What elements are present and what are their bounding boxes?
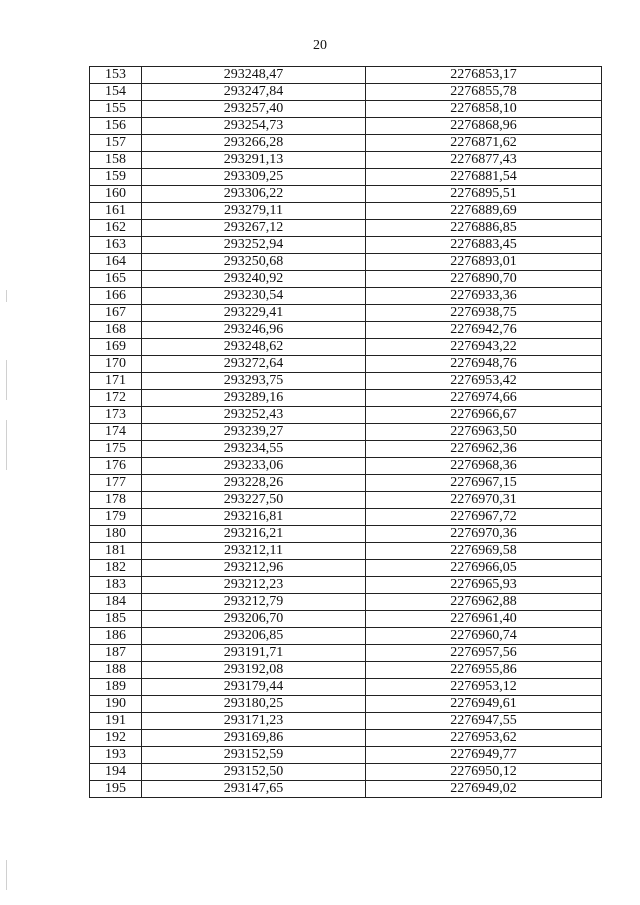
x-coordinate-cell: 293246,96 bbox=[142, 322, 366, 339]
point-number-cell: 179 bbox=[90, 509, 142, 526]
y-coordinate-cell: 2276953,42 bbox=[366, 373, 602, 390]
table-row bbox=[90, 509, 602, 526]
y-coordinate-cell: 2276947,55 bbox=[366, 713, 602, 730]
y-coordinate-cell: 2276961,40 bbox=[366, 611, 602, 628]
x-coordinate-cell: 293267,12 bbox=[142, 220, 366, 237]
point-number-cell: 190 bbox=[90, 696, 142, 713]
x-coordinate-cell: 293216,21 bbox=[142, 526, 366, 543]
point-number-cell: 192 bbox=[90, 730, 142, 747]
y-coordinate-cell: 2276883,45 bbox=[366, 237, 602, 254]
table-row bbox=[90, 305, 602, 322]
x-coordinate-cell: 293216,81 bbox=[142, 509, 366, 526]
point-number-cell: 157 bbox=[90, 135, 142, 152]
x-coordinate-cell: 293152,50 bbox=[142, 764, 366, 781]
table-row bbox=[90, 424, 602, 441]
y-coordinate-cell: 2276960,74 bbox=[366, 628, 602, 645]
x-coordinate-cell: 293171,23 bbox=[142, 713, 366, 730]
point-number-cell: 182 bbox=[90, 560, 142, 577]
scan-artifact bbox=[6, 420, 7, 470]
table-row bbox=[90, 220, 602, 237]
y-coordinate-cell: 2276943,22 bbox=[366, 339, 602, 356]
point-number-cell: 173 bbox=[90, 407, 142, 424]
y-coordinate-cell: 2276967,72 bbox=[366, 509, 602, 526]
point-number-cell: 159 bbox=[90, 169, 142, 186]
table-row bbox=[90, 492, 602, 509]
table-row bbox=[90, 730, 602, 747]
point-number-cell: 155 bbox=[90, 101, 142, 118]
point-number-cell: 153 bbox=[90, 67, 142, 84]
y-coordinate-cell: 2276967,15 bbox=[366, 475, 602, 492]
table-row bbox=[90, 101, 602, 118]
table-row bbox=[90, 543, 602, 560]
x-coordinate-cell: 293250,68 bbox=[142, 254, 366, 271]
y-coordinate-cell: 2276949,02 bbox=[366, 781, 602, 798]
table-row bbox=[90, 764, 602, 781]
point-number-cell: 171 bbox=[90, 373, 142, 390]
x-coordinate-cell: 293289,16 bbox=[142, 390, 366, 407]
table-row bbox=[90, 322, 602, 339]
y-coordinate-cell: 2276871,62 bbox=[366, 135, 602, 152]
y-coordinate-cell: 2276868,96 bbox=[366, 118, 602, 135]
table-row bbox=[90, 254, 602, 271]
x-coordinate-cell: 293227,50 bbox=[142, 492, 366, 509]
x-coordinate-cell: 293191,71 bbox=[142, 645, 366, 662]
x-coordinate-cell: 293239,27 bbox=[142, 424, 366, 441]
point-number-cell: 161 bbox=[90, 203, 142, 220]
point-number-cell: 183 bbox=[90, 577, 142, 594]
x-coordinate-cell: 293179,44 bbox=[142, 679, 366, 696]
point-number-cell: 176 bbox=[90, 458, 142, 475]
point-number-cell: 164 bbox=[90, 254, 142, 271]
x-coordinate-cell: 293252,94 bbox=[142, 237, 366, 254]
y-coordinate-cell: 2276965,93 bbox=[366, 577, 602, 594]
table-row bbox=[90, 152, 602, 169]
x-coordinate-cell: 293212,23 bbox=[142, 577, 366, 594]
table-body bbox=[90, 67, 602, 798]
y-coordinate-cell: 2276968,36 bbox=[366, 458, 602, 475]
coordinates-table bbox=[89, 66, 602, 798]
table-row bbox=[90, 373, 602, 390]
y-coordinate-cell: 2276950,12 bbox=[366, 764, 602, 781]
x-coordinate-cell: 293228,26 bbox=[142, 475, 366, 492]
table-row bbox=[90, 611, 602, 628]
y-coordinate-cell: 2276962,88 bbox=[366, 594, 602, 611]
point-number-cell: 193 bbox=[90, 747, 142, 764]
table-row bbox=[90, 441, 602, 458]
x-coordinate-cell: 293293,75 bbox=[142, 373, 366, 390]
x-coordinate-cell: 293279,11 bbox=[142, 203, 366, 220]
x-coordinate-cell: 293248,62 bbox=[142, 339, 366, 356]
y-coordinate-cell: 2276895,51 bbox=[366, 186, 602, 203]
table-row bbox=[90, 118, 602, 135]
x-coordinate-cell: 293248,47 bbox=[142, 67, 366, 84]
y-coordinate-cell: 2276881,54 bbox=[366, 169, 602, 186]
table-row bbox=[90, 781, 602, 798]
point-number-cell: 181 bbox=[90, 543, 142, 560]
y-coordinate-cell: 2276966,67 bbox=[366, 407, 602, 424]
point-number-cell: 178 bbox=[90, 492, 142, 509]
y-coordinate-cell: 2276969,58 bbox=[366, 543, 602, 560]
point-number-cell: 189 bbox=[90, 679, 142, 696]
y-coordinate-cell: 2276963,50 bbox=[366, 424, 602, 441]
table-row bbox=[90, 186, 602, 203]
point-number-cell: 160 bbox=[90, 186, 142, 203]
table-row bbox=[90, 645, 602, 662]
scan-artifact bbox=[6, 290, 7, 302]
table-row bbox=[90, 407, 602, 424]
y-coordinate-cell: 2276953,62 bbox=[366, 730, 602, 747]
table-row bbox=[90, 356, 602, 373]
point-number-cell: 169 bbox=[90, 339, 142, 356]
x-coordinate-cell: 293212,11 bbox=[142, 543, 366, 560]
x-coordinate-cell: 293212,96 bbox=[142, 560, 366, 577]
point-number-cell: 174 bbox=[90, 424, 142, 441]
x-coordinate-cell: 293252,43 bbox=[142, 407, 366, 424]
point-number-cell: 188 bbox=[90, 662, 142, 679]
y-coordinate-cell: 2276949,77 bbox=[366, 747, 602, 764]
point-number-cell: 186 bbox=[90, 628, 142, 645]
x-coordinate-cell: 293257,40 bbox=[142, 101, 366, 118]
y-coordinate-cell: 2276893,01 bbox=[366, 254, 602, 271]
point-number-cell: 172 bbox=[90, 390, 142, 407]
table-row bbox=[90, 526, 602, 543]
y-coordinate-cell: 2276970,31 bbox=[366, 492, 602, 509]
x-coordinate-cell: 293291,13 bbox=[142, 152, 366, 169]
y-coordinate-cell: 2276966,05 bbox=[366, 560, 602, 577]
table-row bbox=[90, 458, 602, 475]
x-coordinate-cell: 293254,73 bbox=[142, 118, 366, 135]
point-number-cell: 180 bbox=[90, 526, 142, 543]
y-coordinate-cell: 2276970,36 bbox=[366, 526, 602, 543]
table-row bbox=[90, 594, 602, 611]
scan-artifact bbox=[6, 360, 7, 400]
x-coordinate-cell: 293240,92 bbox=[142, 271, 366, 288]
table-row bbox=[90, 67, 602, 84]
table-row bbox=[90, 628, 602, 645]
y-coordinate-cell: 2276886,85 bbox=[366, 220, 602, 237]
y-coordinate-cell: 2276877,43 bbox=[366, 152, 602, 169]
x-coordinate-cell: 293230,54 bbox=[142, 288, 366, 305]
point-number-cell: 191 bbox=[90, 713, 142, 730]
table-row bbox=[90, 679, 602, 696]
point-number-cell: 177 bbox=[90, 475, 142, 492]
table-row bbox=[90, 84, 602, 101]
point-number-cell: 187 bbox=[90, 645, 142, 662]
table-row bbox=[90, 203, 602, 220]
table-row bbox=[90, 747, 602, 764]
table-row bbox=[90, 237, 602, 254]
y-coordinate-cell: 2276957,56 bbox=[366, 645, 602, 662]
x-coordinate-cell: 293266,28 bbox=[142, 135, 366, 152]
table-row bbox=[90, 577, 602, 594]
point-number-cell: 167 bbox=[90, 305, 142, 322]
table-row bbox=[90, 390, 602, 407]
point-number-cell: 162 bbox=[90, 220, 142, 237]
table-row bbox=[90, 135, 602, 152]
point-number-cell: 184 bbox=[90, 594, 142, 611]
y-coordinate-cell: 2276953,12 bbox=[366, 679, 602, 696]
x-coordinate-cell: 293234,55 bbox=[142, 441, 366, 458]
table-row bbox=[90, 288, 602, 305]
point-number-cell: 156 bbox=[90, 118, 142, 135]
x-coordinate-cell: 293229,41 bbox=[142, 305, 366, 322]
x-coordinate-cell: 293180,25 bbox=[142, 696, 366, 713]
table-row bbox=[90, 271, 602, 288]
y-coordinate-cell: 2276889,69 bbox=[366, 203, 602, 220]
y-coordinate-cell: 2276938,75 bbox=[366, 305, 602, 322]
point-number-cell: 165 bbox=[90, 271, 142, 288]
y-coordinate-cell: 2276853,17 bbox=[366, 67, 602, 84]
point-number-cell: 175 bbox=[90, 441, 142, 458]
y-coordinate-cell: 2276890,70 bbox=[366, 271, 602, 288]
scan-artifact bbox=[6, 860, 7, 890]
y-coordinate-cell: 2276962,36 bbox=[366, 441, 602, 458]
point-number-cell: 194 bbox=[90, 764, 142, 781]
point-number-cell: 163 bbox=[90, 237, 142, 254]
y-coordinate-cell: 2276974,66 bbox=[366, 390, 602, 407]
y-coordinate-cell: 2276949,61 bbox=[366, 696, 602, 713]
x-coordinate-cell: 293272,64 bbox=[142, 356, 366, 373]
y-coordinate-cell: 2276858,10 bbox=[366, 101, 602, 118]
x-coordinate-cell: 293206,70 bbox=[142, 611, 366, 628]
x-coordinate-cell: 293206,85 bbox=[142, 628, 366, 645]
x-coordinate-cell: 293233,06 bbox=[142, 458, 366, 475]
y-coordinate-cell: 2276942,76 bbox=[366, 322, 602, 339]
table-row bbox=[90, 696, 602, 713]
point-number-cell: 168 bbox=[90, 322, 142, 339]
x-coordinate-cell: 293309,25 bbox=[142, 169, 366, 186]
table-row bbox=[90, 560, 602, 577]
point-number-cell: 185 bbox=[90, 611, 142, 628]
page-number: 20 bbox=[313, 38, 327, 53]
table-row bbox=[90, 339, 602, 356]
x-coordinate-cell: 293152,59 bbox=[142, 747, 366, 764]
table-row bbox=[90, 662, 602, 679]
x-coordinate-cell: 293169,86 bbox=[142, 730, 366, 747]
x-coordinate-cell: 293306,22 bbox=[142, 186, 366, 203]
table-row bbox=[90, 713, 602, 730]
point-number-cell: 195 bbox=[90, 781, 142, 798]
y-coordinate-cell: 2276948,76 bbox=[366, 356, 602, 373]
x-coordinate-cell: 293192,08 bbox=[142, 662, 366, 679]
table-row bbox=[90, 169, 602, 186]
y-coordinate-cell: 2276933,36 bbox=[366, 288, 602, 305]
y-coordinate-cell: 2276855,78 bbox=[366, 84, 602, 101]
table-row bbox=[90, 475, 602, 492]
x-coordinate-cell: 293212,79 bbox=[142, 594, 366, 611]
y-coordinate-cell: 2276955,86 bbox=[366, 662, 602, 679]
point-number-cell: 158 bbox=[90, 152, 142, 169]
x-coordinate-cell: 293147,65 bbox=[142, 781, 366, 798]
x-coordinate-cell: 293247,84 bbox=[142, 84, 366, 101]
point-number-cell: 166 bbox=[90, 288, 142, 305]
point-number-cell: 154 bbox=[90, 84, 142, 101]
point-number-cell: 170 bbox=[90, 356, 142, 373]
